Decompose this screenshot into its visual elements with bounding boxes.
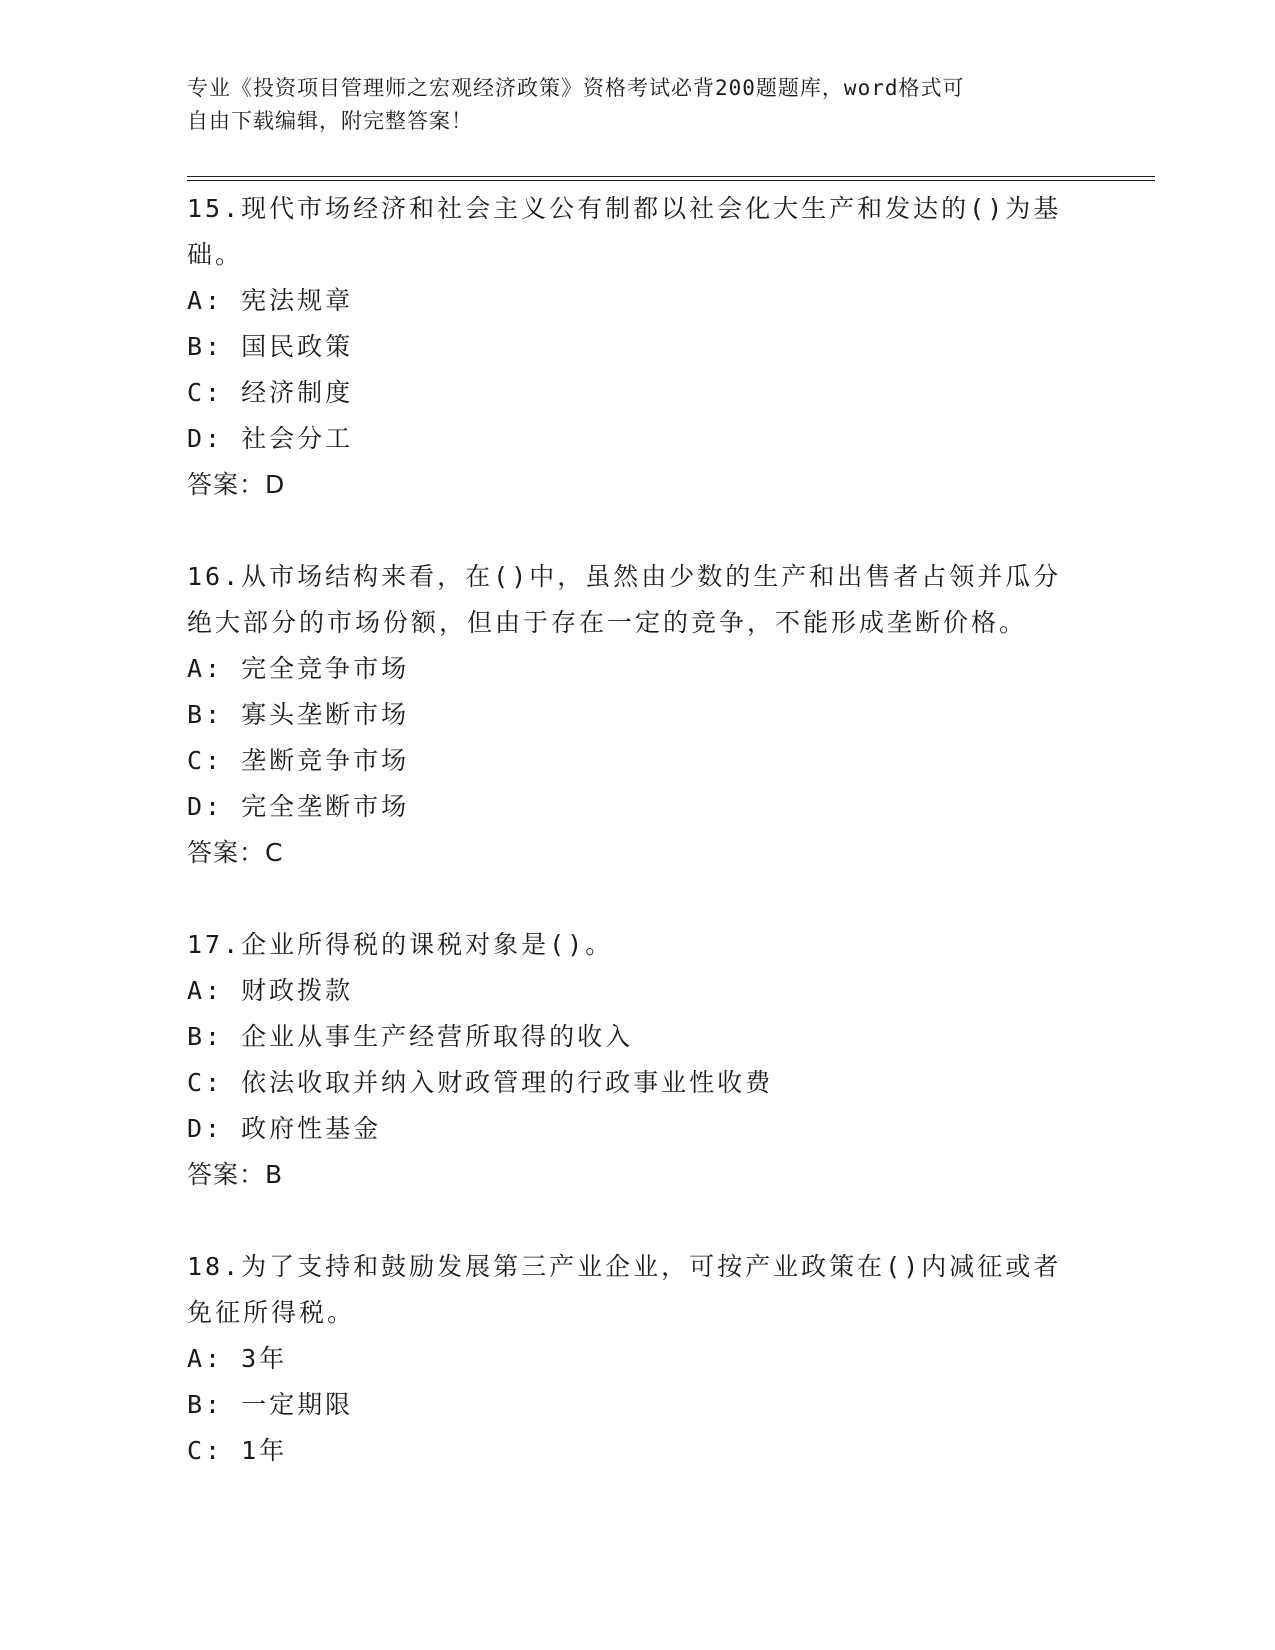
question-list: [187, 186, 1087, 1520]
question-15: [187, 186, 1087, 508]
answer: 答案：B: [187, 1160, 284, 1189]
answer: 答案：C: [187, 838, 284, 867]
question-text: 18.为了支持和鼓励发展第三产业企业，可按产业政策在()内减征或者免征所得税。: [187, 1252, 1062, 1327]
option-c: C: 垄断竞争市场: [187, 746, 410, 775]
question-text: 15.现代市场经济和社会主义公有制都以社会化大生产和发达的()为基础。: [187, 194, 1062, 269]
option-a: A: 宪法规章: [187, 286, 354, 315]
option-a: A: 财政拨款: [187, 976, 354, 1005]
question-17: [187, 922, 1087, 1198]
option-c: C: 1年: [187, 1436, 288, 1465]
document-header: [187, 72, 1087, 138]
header-line-2: 自由下载编辑，附完整答案！: [187, 109, 473, 133]
option-b: B: 寡头垄断市场: [187, 700, 410, 729]
option-d: D: 完全垄断市场: [187, 792, 410, 821]
header-divider: [187, 176, 1155, 181]
option-a: A: 完全竞争市场: [187, 654, 410, 683]
option-b: B: 一定期限: [187, 1390, 354, 1419]
question-text: 16.从市场结构来看，在()中，虽然由少数的生产和出售者占领并瓜分绝大部分的市场份额，但由于存在一定的竞争，不能形成垄断价格。: [187, 562, 1062, 637]
question-text: 17.企业所得税的课税对象是()。: [187, 930, 614, 959]
option-c: C: 依法收取并纳入财政管理的行政事业性收费: [187, 1068, 774, 1097]
option-b: B: 企业从事生产经营所取得的收入: [187, 1022, 634, 1051]
option-b: B: 国民政策: [187, 332, 354, 361]
answer: 答案：D: [187, 470, 286, 499]
option-d: D: 社会分工: [187, 424, 354, 453]
option-c: C: 经济制度: [187, 378, 354, 407]
question-16: [187, 554, 1087, 876]
option-d: D: 政府性基金: [187, 1114, 382, 1143]
header-line-1: 专业《投资项目管理师之宏观经济政策》资格考试必背200题题库，word格式可: [187, 76, 965, 100]
option-a: A: 3年: [187, 1344, 288, 1373]
question-18: [187, 1244, 1087, 1474]
